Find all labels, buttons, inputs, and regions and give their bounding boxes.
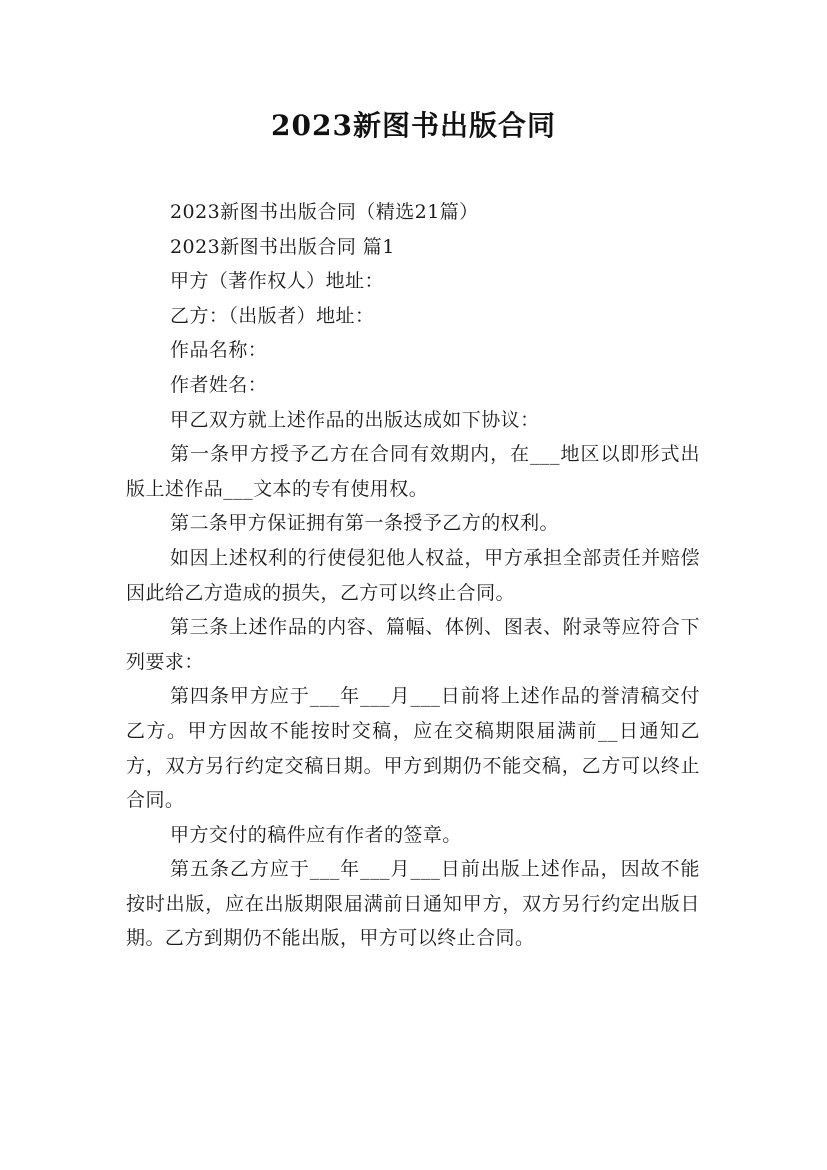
paragraph: 2023新图书出版合同 篇1	[170, 235, 395, 258]
paragraph: 如因上述权利的行使侵犯他人权益，甲方承担全部责任并赔偿因此给乙方造成的损失，乙方可以终止合同。	[126, 546, 700, 604]
paragraph: 甲方交付的稿件应有作者的签章。	[170, 823, 462, 846]
paragraph: 甲方（著作权人）地址：	[170, 270, 384, 293]
document-body	[126, 195, 700, 956]
paragraph: 第二条甲方保证拥有第一条授予乙方的权利。	[170, 512, 560, 535]
paragraph: 第四条甲方应于___年___月___日前将上述作品的誉清稿交付乙方。甲方因故不能按时交稿，应在交稿期限届满前__日通知乙方，双方另行约定交稿日期。甲方到期仍不能交稿，乙方可以终止合同。	[126, 685, 700, 812]
paragraph: 乙方：（出版者）地址：	[170, 304, 375, 327]
paragraph: 2023新图书出版合同（精选21篇）	[170, 201, 479, 223]
paragraph: 作品名称：	[170, 339, 268, 362]
paragraph: 第三条上述作品的内容、篇幅、体例、图表、附录等应符合下列要求：	[126, 616, 700, 673]
paragraph: 第五条乙方应于___年___月___日前出版上述作品，因故不能按时出版，应在出版期限届满前日通知甲方，双方另行约定出版日期。乙方到期仍不能出版，甲方可以终止合同。	[126, 858, 700, 950]
paragraph: 作者姓名：	[170, 373, 268, 396]
document-title: 2023新图书出版合同	[271, 109, 556, 142]
paragraph: 甲乙双方就上述作品的出版达成如下协议：	[170, 408, 540, 431]
paragraph: 第一条甲方授予乙方在合同有效期内，在___地区以即形式出版上述作品___文本的专有使用权。	[126, 443, 700, 500]
